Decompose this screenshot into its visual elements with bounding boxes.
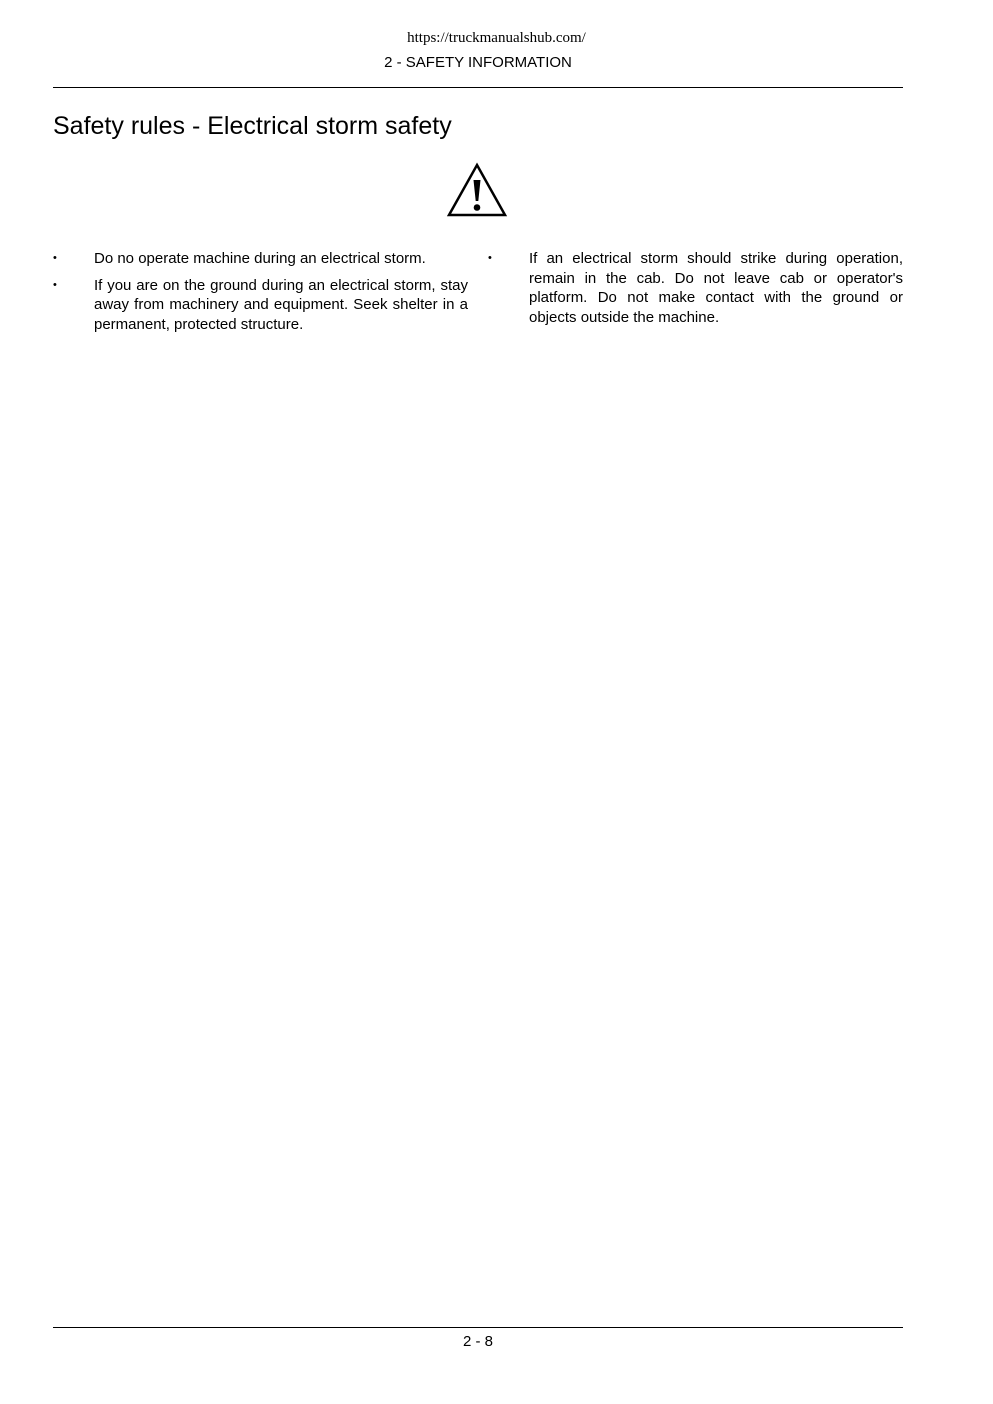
bullet-point: • (53, 252, 57, 264)
warning-triangle-icon (446, 162, 508, 218)
header-divider (53, 87, 903, 88)
page-number: 2 - 8 (462, 1333, 493, 1350)
list-item (488, 249, 903, 327)
section-header: 2 - SAFETY INFORMATION (384, 54, 572, 71)
list-item-text: Do no operate machine during an electrical storm. (94, 250, 426, 267)
footer-divider (53, 1327, 903, 1328)
bullet-point: • (53, 278, 57, 291)
page-title: Safety rules - Electrical storm safety (53, 112, 452, 140)
source-url: https://truckmanualshub.com/ (407, 30, 586, 46)
list-item (53, 276, 468, 335)
left-column (53, 249, 468, 341)
list-item-text: If you are on the ground during an electrical storm, stay away from machinery and equipment. Seek shelter in a permanent, protected structure. (94, 276, 468, 333)
right-column (488, 249, 903, 334)
list-item-text: If an electrical storm should strike during operation, remain in the cab. Do not leave cab or operator's platform. Do not make contact with the ground or objects outside the machine. (529, 250, 903, 326)
bullet-point: • (488, 252, 492, 264)
list-item (53, 249, 468, 269)
